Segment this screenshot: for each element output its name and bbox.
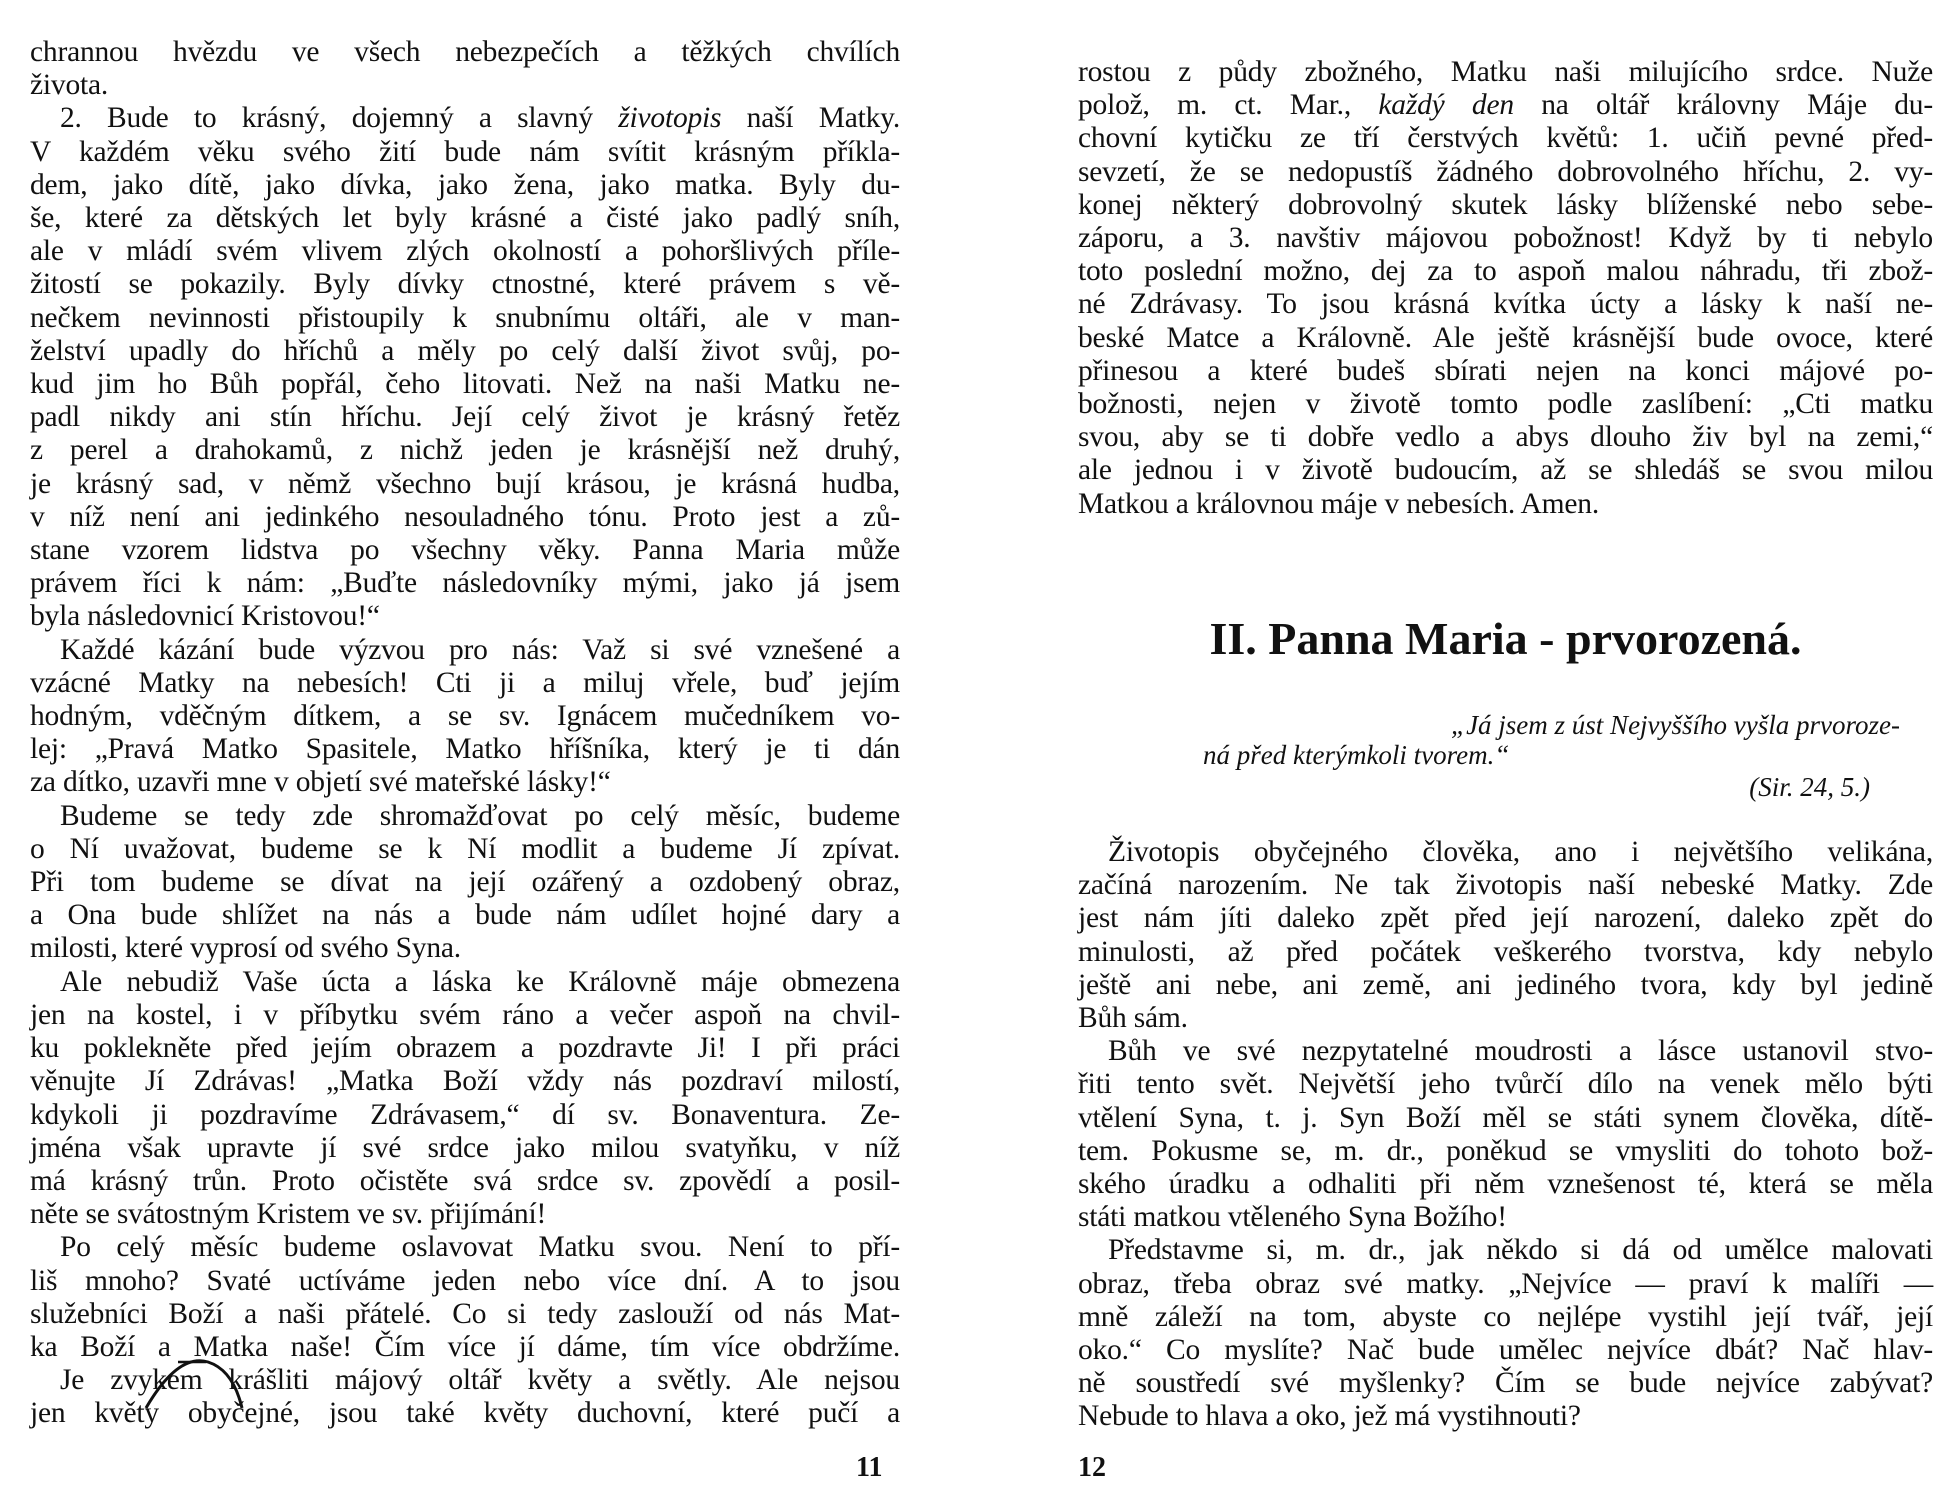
text-line: přinesou a které budeš sbírati nejen na konci májové po-	[1078, 354, 1933, 387]
text-line: jen květy obyčejné, jsou také květy duchovní, které pučí a	[30, 1397, 900, 1430]
text-line: a Ona bude shlížet na nás a bude nám udílet hojné dary a	[30, 899, 900, 932]
text-line: života.	[30, 69, 109, 102]
text-line: vtělení Syna, t. j. Syn Boží měl se státi synem člověka, dítě-	[1078, 1101, 1933, 1134]
text-line: kdykoli ji pozdravíme Zdrávasem,“ dí sv. Bonaventura. Ze-	[30, 1098, 900, 1131]
text-line: ského úradku a odhaliti při něm vznešenost té, která se měla	[1078, 1168, 1933, 1201]
text-line: beské Matce a Královně. Ale ještě krásnější bude ovoce, které	[1078, 321, 1933, 354]
text-line	[1078, 89, 1933, 122]
text-line: tem. Pokusme se, m. dr., poněkud se vmysliti do tohoto bož-	[1078, 1134, 1933, 1167]
text-line: o Ní uvažovat, budeme se k Ní modlit a budeme Jí zpívat.	[30, 832, 900, 865]
text-line: né Zdrávasy. To jsou krásná kvítka úcty a lásky k naší ne-	[1078, 288, 1933, 321]
text-line: ku poklekněte před jejím obrazem a pozdravte Ji! I při práci	[30, 1032, 900, 1065]
text-line: božnosti, nejen v životě tomto podle zaslíbení: „Cti matku	[1078, 388, 1933, 421]
page-number: 12	[1078, 1452, 1106, 1483]
chapter-body	[1078, 836, 1933, 1434]
text-line: Představme si, m. dr., jak někdo si dá od umělce malovati	[1108, 1234, 1933, 1267]
text-line: záporu, a 3. navštiv májovou pobožnost! Když by ti nebylo	[1078, 222, 1933, 255]
text-line: Budeme se tedy zde shromažďovat po celý měsíc, budeme	[60, 799, 900, 832]
text-line: ně soustředí své myšlenky? Čím se bude nejvíce zabývat?	[1078, 1367, 1933, 1400]
text-line: služebníci Boží a naši přátelé. Co si tedy zaslouží od nás Mat-	[30, 1297, 900, 1330]
text-line: V každém věku svého žití bude nám svítit krásným příkla-	[30, 135, 900, 168]
text-line: právem říci k nám: „Buďte následovníky mými, jako já jsem	[30, 567, 900, 600]
text-line: dem, jako dítě, jako dívka, jako žena, jako matka. Byly du-	[30, 168, 900, 201]
emphasis-text: životopis	[618, 102, 722, 135]
text-line: Je zvykem krášliti májový oltář květy a světly. Ale nejsou	[60, 1364, 900, 1397]
text-line: toto poslední možno, dej za to aspoň malou náhradu, tři zbož-	[1078, 255, 1933, 288]
text-line: jména však upravte jí své srdce jako milou svatyňku, v níž	[30, 1131, 900, 1164]
text-line: Bůh ve své nezpytatelné moudrosti a lásce ustanovil stvo-	[1108, 1035, 1933, 1068]
text-line: minulosti, až před počátek veškerého tvorstva, kdy nebylo	[1078, 935, 1933, 968]
text-line: chovní kytičku ze tří čerstvých květů: 1. učiň pevné před-	[1078, 122, 1933, 155]
text-line: v níž není ani jedinkého nesouladného tónu. Proto jest a zů-	[30, 500, 900, 533]
text-span: 2. Bude to krásný, dojemný a slavný	[60, 102, 619, 135]
text-line: Při tom budeme se dívat na její ozářený a ozdobený obraz,	[30, 866, 900, 899]
text-line: ale v mládí svém vlivem zlých okolností a pohoršlivých příle-	[30, 235, 900, 268]
right-page-continuation	[1078, 56, 1933, 521]
text-line: ka Boží a Matka naše! Čím více jí dáme, tím více obdržíme.	[30, 1330, 900, 1363]
epigraph-line: „Já jsem z úst Nejvyššího vyšla prvoroze-	[1451, 710, 1900, 740]
text-line: byla následovnicí Kristovou!“	[30, 600, 380, 633]
text-line: státi matkou vtěleného Syna Božího!	[1078, 1201, 1507, 1234]
text-line: Po celý měsíc budeme oslavovat Matku svou. Není to pří-	[60, 1231, 900, 1264]
text-line: z perel a drahokamů, z nichž jeden je krásnější než druhý,	[30, 434, 900, 467]
text-line: rostou z půdy zbožného, Matku naši milujícího srdce. Nuže	[1078, 56, 1933, 88]
text-line: milosti, které vyprosí od svého Syna.	[30, 932, 461, 965]
text-line: želství upadly do hříchů a měly po celý další život svůj, po-	[30, 334, 900, 367]
text-line: Matkou a královnou máje v nebesích. Amen.	[1078, 487, 1600, 520]
text-span: naší Matky.	[721, 102, 900, 135]
page-number: 11	[856, 1452, 883, 1483]
text-line: je krásný sad, v němž všechno bují krásou, je krásná hudba,	[30, 467, 900, 500]
text-line: něte se svátostným Kristem ve sv. přijímání!	[30, 1198, 547, 1231]
text-line: liš mnoho? Svaté uctíváme jeden nebo více dní. A to jsou	[30, 1264, 900, 1297]
chapter-title: II. Panna Maria - prvorozená.	[1209, 613, 1802, 664]
text-line: Ale nebudiž Vaše úcta a láska ke Královně máje obmezena	[60, 965, 900, 998]
text-line: Nebude to hlava a oko, jež má vystihnouti?	[1078, 1400, 1581, 1433]
emphasis-text: každý den	[1378, 89, 1514, 122]
text-line: oko.“ Co myslíte? Nač bude umělec nejvíce dbát? Nač hlav-	[1078, 1334, 1933, 1367]
epigraph	[1200, 710, 1900, 802]
text-line: kud jim ho Bůh popřál, čeho litovati. Než na naši Matku ne-	[30, 368, 900, 401]
text-line: stane vzorem lidstva po všechny věky. Panna Maria může	[30, 534, 900, 567]
text-line: obraz, třeba obraz své matky. „Nejvíce — praví k malíři —	[1078, 1267, 1933, 1300]
text-line: má krásný trůn. Proto očistěte svá srdce sv. zpovědí a posil-	[30, 1164, 900, 1197]
text-line: mně záleží na tom, abyste co nejlépe vystihl její tvář, její	[1078, 1300, 1933, 1333]
left-page-body	[30, 36, 900, 1431]
text-line: žitostí se pokazily. Byly dívky ctnostné, které právem s vě-	[30, 268, 900, 301]
text-line	[30, 102, 900, 135]
text-line: věnujte Jí Zdrávas! „Matka Boží vždy nás pozdraví milostí,	[30, 1065, 900, 1098]
text-line: jest nám jíti daleko zpět před její narození, daleko zpět do	[1078, 902, 1933, 935]
text-line: svou, aby se ti dobře vedlo a abys dlouho živ byl na zemi,“	[1078, 421, 1933, 454]
text-line: Životopis obyčejného člověka, ano i největšího velikána,	[1108, 836, 1933, 868]
text-line: řiti tento svět. Největší jeho tvůrčí dílo na venek mělo býti	[1078, 1068, 1933, 1101]
text-line: jen na kostel, i v příbytku svém ráno a večer aspoň na chvil-	[30, 998, 900, 1031]
text-line: padl nikdy ani stín hříchu. Její celý život je krásný řetěz	[30, 401, 900, 434]
epigraph-line: ná před kterýmkoli tvorem.“	[1203, 740, 1510, 770]
text-line: vzácné Matky na nebesích! Cti ji a miluj vřele, buď jejím	[30, 666, 900, 699]
text-line: začíná narozením. Ne tak životopis naší nebeské Matky. Zde	[1078, 869, 1933, 902]
text-line: za dítko, uzavři mne v objetí své mateřské lásky!“	[30, 766, 611, 799]
text-span: na oltář královny Máje du-	[1513, 89, 1933, 122]
text-line: sevzetí, že se nedopustíš žádného dobrovolného hříchu, 2. vy-	[1078, 155, 1933, 188]
text-line: Každé kázání bude výzvou pro nás: Važ si své vznešené a	[60, 633, 900, 666]
text-line: ještě ani nebe, ani země, ani jediného tvora, kdy byl jedině	[1078, 968, 1933, 1001]
text-line: še, které za dětských let byly krásné a čisté jako padlý sníh,	[30, 202, 900, 235]
text-line: lej: „Pravá Matko Spasitele, Matko hříšníka, který je ti dán	[30, 733, 900, 766]
text-line: ale jednou i v životě budoucím, až se shledáš se svou milou	[1078, 454, 1933, 487]
text-span: polož, m. ct. Mar.,	[1078, 89, 1379, 122]
text-line: hodným, vděčným dítkem, a se sv. Ignácem mučedníkem vo-	[30, 700, 900, 733]
text-line: Bůh sám.	[1078, 1002, 1188, 1035]
text-line: nečkem nevinnosti přistoupily k snubnímu oltáři, ale v man-	[30, 301, 900, 334]
epigraph-reference: (Sir. 24, 5.)	[1749, 772, 1870, 802]
text-line: chrannou hvězdu ve všech nebezpečích a těžkých chvílích	[30, 36, 900, 68]
text-line: konej některý dobrovolný skutek lásky blíženské nebo sebe-	[1078, 188, 1933, 221]
